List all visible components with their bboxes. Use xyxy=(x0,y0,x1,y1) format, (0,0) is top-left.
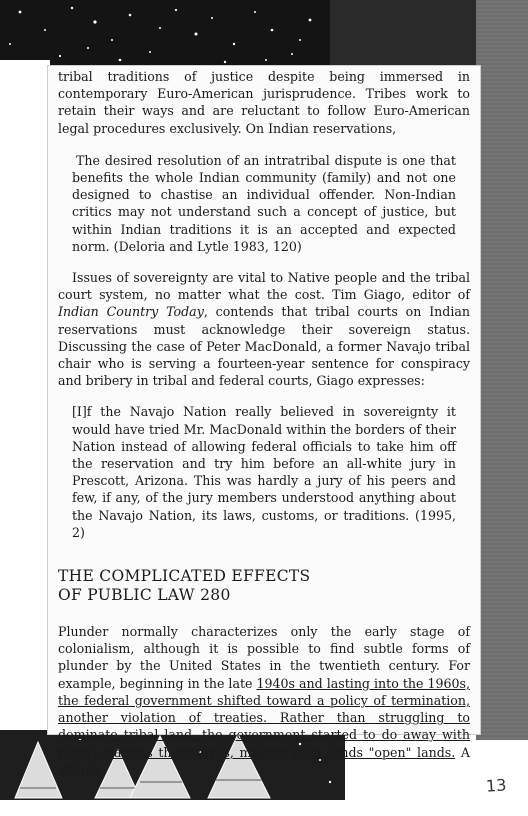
paragraph-2-text-b: , contends that tribal courts on Indian reservations must acknowledge their sovereign status. Discussing the case of Peter MacDonald, a former Navajo tribal chair who is serving a fourteen-year sentence for conspiracy and bribery in tribal and federal courts, Giago expresses: xyxy=(58,304,470,389)
paragraph-3 xyxy=(58,623,470,778)
background-left-margin xyxy=(0,60,50,740)
section-heading-line-1: THE COMPLICATED EFFECTS xyxy=(58,567,311,586)
paragraph-2-text-a: Issues of sovereignty are vital to Native people and the tribal court system, no matter what the cost. Tim Giago, editor of xyxy=(58,270,470,303)
paragraph-2 xyxy=(58,269,470,389)
section-heading xyxy=(58,567,470,605)
section-heading-line-2: OF PUBLIC LAW 280 xyxy=(58,586,231,605)
paragraph-3-text-b: A simple xyxy=(58,744,470,777)
block-quote-giago: [I]f the Navajo Nation really believed in sovereignty it would have tried Mr. MacDonald within the borders of their Nation instead of allowing federal officials to take him off the reservation and try him before an all-white jury in Prescott, Arizona. This was hardly a jury of his peers and few, if any, of the jury members understood anything about the Navajo Nation, its laws, customs, or traditions. (1995, 2) xyxy=(72,404,456,540)
block-quote-deloria: The desired resolution of an intratribal dispute is one that benefits the whole Indian community (family) and not one designed to chastise an individual offender. Non-Indian critics may not understand such a concept of justice, but within Indian traditions it is an accepted and expected norm. (Deloria and Lytle 1983, 120) xyxy=(72,152,456,254)
publication-title: Indian Country Today xyxy=(58,304,204,320)
page-body xyxy=(58,68,470,778)
background-right-edge xyxy=(476,0,528,740)
paragraph-1: tribal traditions of justice despite being immersed in contemporary Euro-American jurisprudence. Tribes work to retain their ways and are reluctant to follow Euro-American legal procedures exclusively. On Indian reservations, xyxy=(58,69,470,136)
paragraph-3-text-a: Plunder normally characterizes only the early stage of colonialism, although it is possible to find subtle forms of plunder by the United States in the twentieth century. For example, beginning in the late xyxy=(58,624,470,691)
underlined-passage: 1940s and lasting into the 1960s, the federal government shifted toward a policy of termination, another violation of treaties. Rather than struggling to dominate tribal land, the government started to do away with Native nations themselves, making their lands "open" lands. xyxy=(58,675,470,760)
page-number: 13 xyxy=(485,775,507,796)
